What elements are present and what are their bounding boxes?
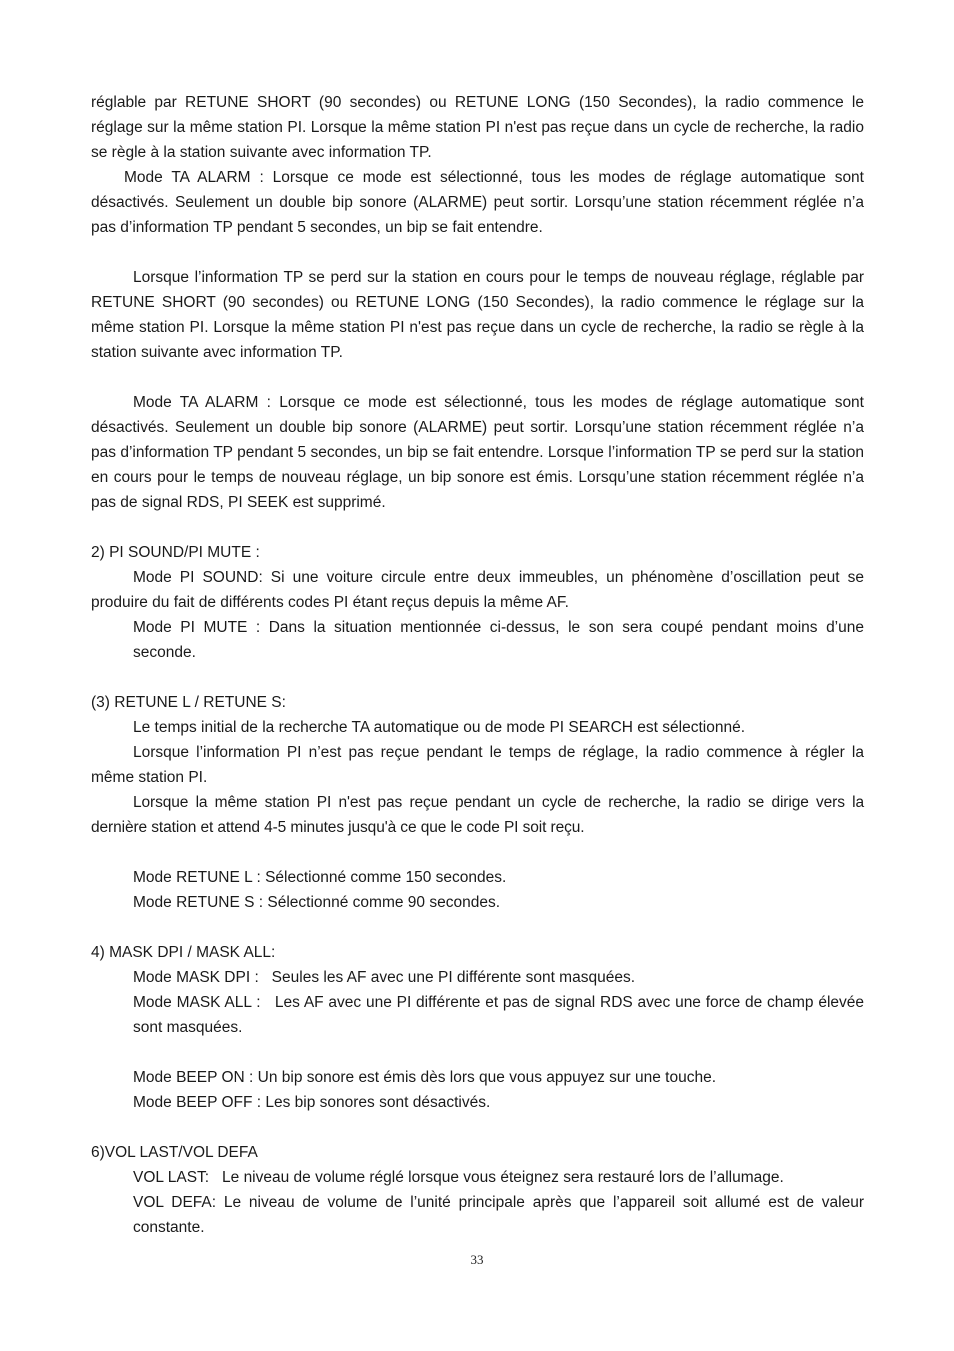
document-body <box>91 90 864 1240</box>
paragraph: Lorsque l’information PI n’est pas reçue pendant le temps de réglage, la radio commence à régler la même station PI. <box>91 744 864 786</box>
paragraph: réglable par RETUNE SHORT (90 secondes) ou RETUNE LONG (150 Secondes), la radio commence le réglage sur la même station PI. Lorsque la même station PI n'est pas reçue dans un cycle de recherche, la radio se règle à la station suivante avec information TP. <box>91 94 864 161</box>
spacer <box>91 365 864 390</box>
paragraph: Lorsque l’information TP se perd sur la station en cours pour le temps de nouveau réglage, réglable par RETUNE SHORT (90 secondes) ou RETUNE LONG (150 Secondes), la radio commence le réglage sur la même station PI. Lorsque la même station PI n'est pas reçue dans un cycle de recherche, la radio se règle à la station suivante avec information TP. <box>91 269 864 361</box>
paragraph: Mode TA ALARM : Lorsque ce mode est sélectionné, tous les modes de réglage automatique sont désactivés. Seulement un double bip sonore (ALARME) peut sortir. Lorsqu’une station récemment réglée n’a pas d’information TP pendant 5 secondes, un bip se fait entendre. <box>91 169 864 236</box>
paragraph: Mode PI MUTE : Dans la situation mentionnée ci-dessus, le son sera coupé pendant moins d’une seconde. <box>133 619 864 661</box>
section-heading: 2) PI SOUND/PI MUTE : <box>91 544 260 561</box>
spacer <box>91 240 864 265</box>
spacer <box>91 515 864 540</box>
spacer <box>91 840 864 865</box>
paragraph: Mode BEEP ON : Un bip sonore est émis dès lors que vous appuyez sur une touche. <box>133 1069 717 1086</box>
paragraph: VOL DEFA: Le niveau de volume de l’unité principale après que l’appareil soit allumé est de valeur constante. <box>133 1194 864 1236</box>
spacer <box>91 665 864 690</box>
paragraph: Mode RETUNE S : Sélectionné comme 90 secondes. <box>133 894 501 911</box>
page-number: 33 <box>470 1252 484 1267</box>
paragraph: Le temps initial de la recherche TA automatique ou de mode PI SEARCH est sélectionné. <box>133 719 746 736</box>
paragraph: Mode TA ALARM : Lorsque ce mode est sélectionné, tous les modes de réglage automatique sont désactivés. Seulement un double bip sonore (ALARME) peut sortir. Lorsqu’une station récemment réglée n’a pas d’information TP pendant 5 secondes, un bip se fait entendre. Lorsque l’information TP se perd sur la station en cours pour le temps de nouveau réglage, un bip sonore est émis. Lorsqu’une station récemment réglée n’a pas de signal RDS, PI SEEK est supprimé. <box>91 394 864 511</box>
paragraph: Mode MASK DPI : Seules les AF avec une PI différente sont masquées. <box>133 969 636 986</box>
section-heading: (3) RETUNE L / RETUNE S: <box>91 694 286 711</box>
paragraph: Mode PI SOUND: Si une voiture circule entre deux immeubles, un phénomène d’oscillation peut se produire du fait de différents codes PI étant reçus depuis la même AF. <box>91 569 864 611</box>
section-heading: 4) MASK DPI / MASK ALL: <box>91 944 276 961</box>
paragraph: Mode MASK ALL : Les AF avec une PI différente et pas de signal RDS avec une force de champ élevée sont masquées. <box>133 994 864 1036</box>
spacer <box>91 1040 864 1065</box>
paragraph: Mode RETUNE L : Sélectionné comme 150 secondes. <box>133 869 507 886</box>
spacer <box>91 915 864 940</box>
paragraph: VOL LAST: Le niveau de volume réglé lorsque vous éteignez sera restauré lors de l’allumage. <box>133 1169 784 1186</box>
section-heading: 6)VOL LAST/VOL DEFA <box>91 1144 258 1161</box>
paragraph: Mode BEEP OFF : Les bip sonores sont désactivés. <box>133 1094 491 1111</box>
paragraph: Lorsque la même station PI n'est pas reçue pendant un cycle de recherche, la radio se dirige vers la dernière station et attend 4-5 minutes jusqu'à ce que le code PI soit reçu. <box>91 794 864 836</box>
spacer <box>91 1115 864 1140</box>
